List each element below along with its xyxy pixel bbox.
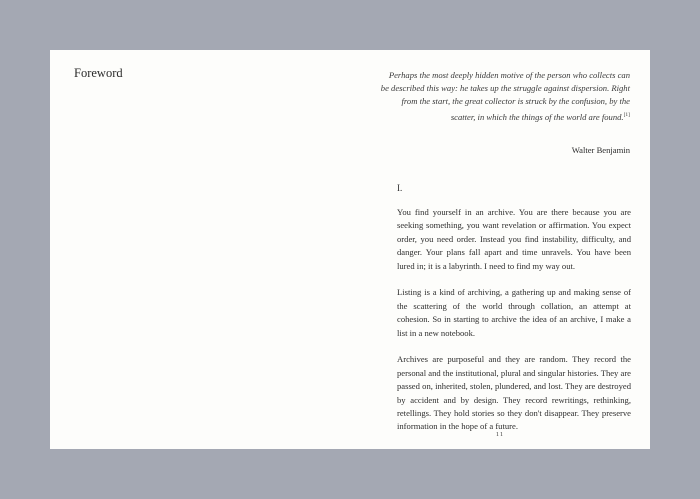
right-page [350, 50, 650, 449]
paragraph: Listing is a kind of archiving, a gathering up and making sense of the scattering of the world through collation, an attempt at cohesion. So in starting to archive the idea of an archive, I make a list in a new notebook. [397, 287, 631, 338]
paragraph: Archives are purposeful and they are random. They record the personal and the institutional, plural and singular histories. They are passed on, inherited, stolen, plundered, and lost. They are destroyed by accident and by design. They record rewritings, rethinking, retellings. They hold stories so they don't disappear. They preserve information in the hope of a future. [397, 354, 631, 432]
section-number: I. [397, 183, 403, 193]
book-spread [50, 50, 650, 449]
epigraph-text: Perhaps the most deeply hidden motive of the person who collects can be described this way: he takes up the struggle against dispersion. Right from the start, the great collector is struck by the confusion, by the scatter, in which the things of the world are found. [380, 70, 630, 122]
chapter-title: Foreword [74, 66, 123, 80]
epigraph-attribution: Walter Benjamin [571, 145, 630, 155]
paragraph: You find yourself in an archive. You are there because you are seeking something, you want revelation or affirmation. You expect order, you need order. Instead you find instability, difficulty, and danger. Your plans fall apart and time unravels. You have been lured in; it is a labyrinth. I need to find my way out. [397, 207, 631, 271]
epigraph [380, 69, 630, 124]
body-text [397, 206, 631, 447]
left-page [50, 50, 350, 449]
epigraph-footnote-marker: [1] [623, 111, 630, 118]
page-number: 11 [495, 431, 505, 438]
